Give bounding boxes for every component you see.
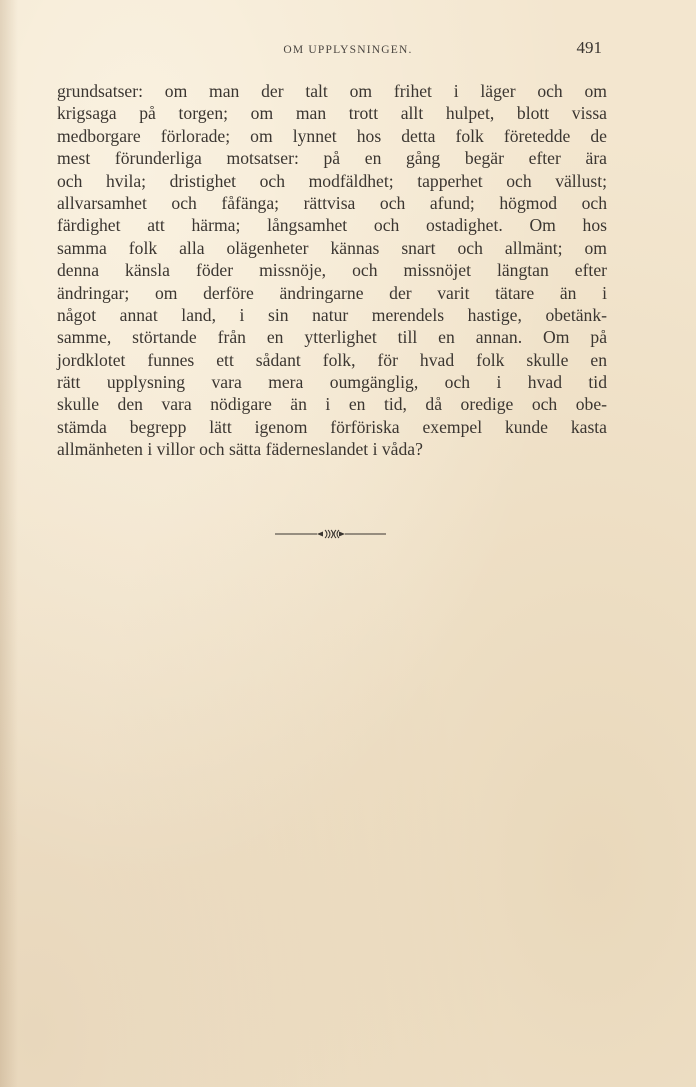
- running-title: OM UPPLYSNINGEN.: [283, 44, 413, 56]
- text-line: ändringar; om derföre ändringarne der varit tätare än i: [57, 282, 607, 303]
- text-line: allvarsamhet och fåfänga; rättvisa och afund; högmod och: [57, 192, 607, 213]
- text-line: allmänheten i villor och sätta fäderneslandet i våda?: [57, 439, 423, 460]
- text-line: färdighet att härma; långsamhet och ostadighet. Om hos: [57, 215, 607, 236]
- page-gutter-shade: [0, 0, 18, 1087]
- text-line: samme, störtande från en ytterlighet till en annan. Om på: [57, 327, 607, 348]
- text-line: krigsaga på torgen; om man trott allt hulpet, blott vissa: [57, 103, 607, 124]
- text-line: grundsatser: om man der talt om frihet i läger och om: [57, 81, 607, 101]
- text-line: jordklotet funnes ett sådant folk, för hvad folk skulle en: [57, 349, 607, 370]
- text-line: stämda begrepp lätt igenom förföriska exempel kunde kasta: [57, 416, 607, 437]
- text-line: rätt upplysning vara mera oumgänglig, och i hvad tid: [57, 372, 607, 393]
- text-line: denna känsla föder missnöje, och missnöjet längtan efter: [57, 260, 607, 281]
- text-line: medborgare förlorade; om lynnet hos detta folk företedde de: [57, 125, 607, 146]
- text-line: mest förunderliga motsatser: på en gång begär efter ära: [57, 148, 607, 169]
- text-line: samma folk alla olägenheter kännas snart och allmänt; om: [57, 237, 607, 258]
- text-line: och hvila; dristighet och modfäldhet; tapperhet och vällust;: [57, 170, 607, 191]
- running-head: [0, 40, 696, 62]
- tailpiece-ornament-icon: [273, 526, 388, 542]
- body-paragraph: [57, 80, 607, 461]
- text-line: något annat land, i sin natur merendels hastige, obetänk-: [57, 304, 607, 325]
- text-line: skulle den vara nödigare än i en tid, då oredige och obe-: [57, 394, 607, 415]
- page-number: 491: [576, 38, 602, 57]
